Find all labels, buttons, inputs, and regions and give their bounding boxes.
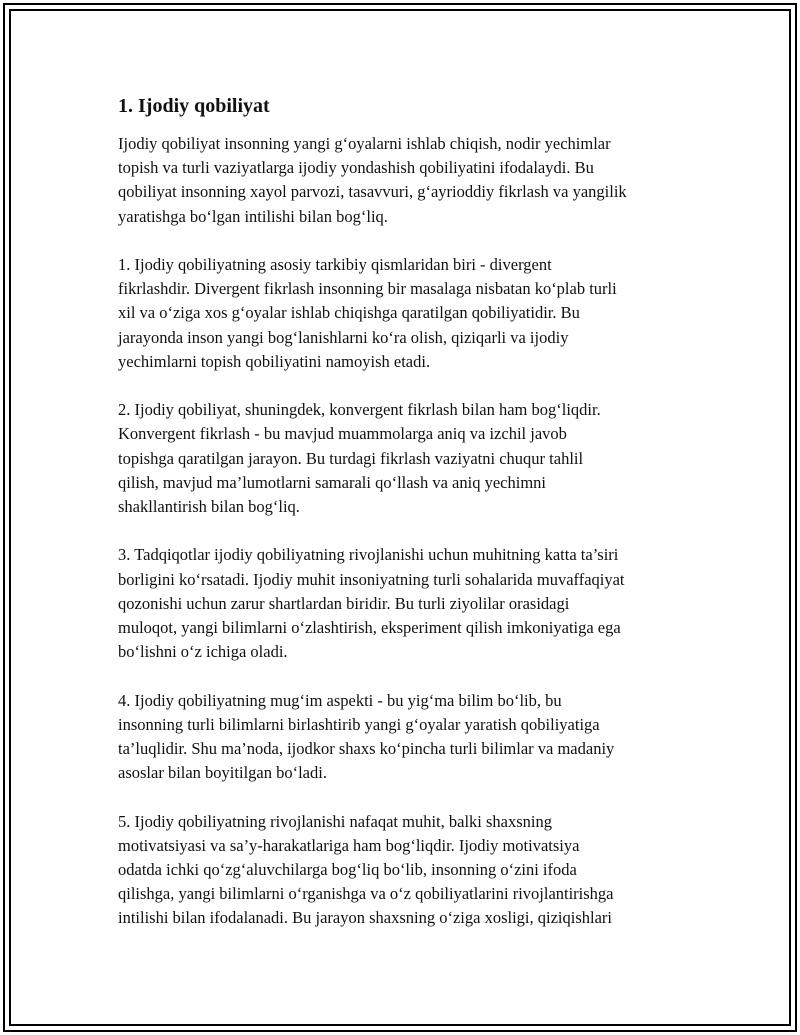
document-page: [118, 92, 688, 955]
section-title: 1. Ijodiy qobiliyat: [118, 95, 270, 117]
paragraph-2: 2. Ijodiy qobiliyat, shuningdek, konvergent fikrlash bilan ham bog‘liqdir. Konvergent fikrlash - bu mavjud muammolarga aniq va izchil javob topishga qaratilgan jarayon. Bu turdagi fikrlash vaziyatni chuqur tahlil qilish, mavjud ma’lumotlarni samarali qo‘llash va aniq yechimni shakllantirish bilan bog‘liq.: [118, 400, 601, 517]
paragraph-4: 4. Ijodiy qobiliyatning mug‘im aspekti - bu yig‘ma bilim bo‘lib, bu insonning turli bilimlarni birlashtirib yangi g‘oyalar yaratish qobiliyatiga ta’luqlidir. Shu ma’noda, ijodkor shaxs ko‘pincha turli bilimlar va madaniy asoslar bilan boyitilgan bo‘ladi.: [118, 690, 615, 783]
intro-paragraph: Ijodiy qobiliyat insonning yangi g‘oyalarni ishlab chiqish, nodir yechimlar topish va turli vaziyatlarga ijodiy yondashish qobiliyatini ifodalaydi. Bu qobiliyat insonning xayol parvozi, tasavvuri, g‘ayrioddiy fikrlash va yangilik yaratishga bo‘lgan intilishi bilan bog‘liq.: [118, 134, 627, 226]
paragraph-1: 1. Ijodiy qobiliyatning asosiy tarkibiy qismlaridan biri - divergent fikrlashdir. Divergent fikrlash insonning bir masalaga nisbatan ko‘plab turli xil va o‘ziga xos g‘oyalar ishlab chiqishga qaratilgan qobiliyatidir. Bu jarayonda inson yangi bog‘lanishlarni ko‘ra olish, qiziqarli va ijodiy yechimlarni topish qobiliyatini namoyish etadi.: [118, 255, 617, 371]
paragraph-3: 3. Tadqiqotlar ijodiy qobiliyatning rivojlanishi uchun muhitning katta ta’siri borligini ko‘rsatadi. Ijodiy muhit insoniyatning turli sohalarida muvaffaqiyat qozonishi uchun zarur shartlardan biridir. Bu turli ziyolilar orasidagi muloqot, yangi bilimlarni o‘zlashtirish, eksperiment qilish imkoniyatiga ega bo‘lishni o‘z ichiga oladi.: [118, 545, 625, 662]
paragraph-5: 5. Ijodiy qobiliyatning rivojlanishi nafaqat muhit, balki shaxsning motivatsiyasi va sa’y-harakatlariga ham bog‘liqdir. Ijodiy motivatsiya odatda ichki qo‘zg‘aluvchilarga bog‘liq bo‘lib, insonning o‘zini ifoda qilishga, yangi bilimlarni o‘rganishga va o‘z qobiliyatlarini rivojlantirishga intilishi bilan ifodalanadi. Bu jarayon shaxsning o‘ziga xosligi, qiziqishlari: [118, 811, 614, 928]
